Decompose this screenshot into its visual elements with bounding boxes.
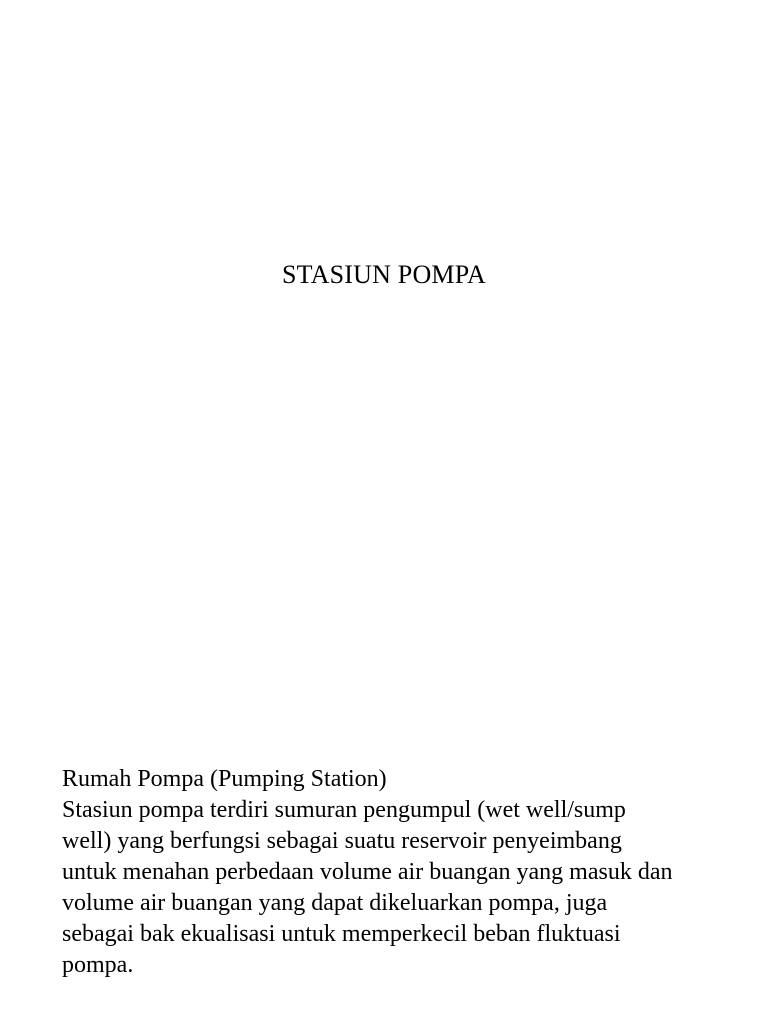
paragraph-line: well) yang berfungsi sebagai suatu reservoir penyeimbang bbox=[62, 828, 622, 854]
paragraph-line: volume air buangan yang dapat dikeluarkan pompa, juga bbox=[62, 890, 608, 916]
page-title: STASIUN POMPA bbox=[281, 260, 486, 289]
paragraph-line: untuk menahan perbedaan volume air buangan yang masuk dan bbox=[62, 859, 673, 885]
paragraph-line: sebagai bak ekualisasi untuk memperkecil beban fluktuasi bbox=[62, 921, 621, 947]
body-text bbox=[62, 764, 742, 981]
paragraph-line: Stasiun pompa terdiri sumuran pengumpul (wet well/sump bbox=[62, 797, 626, 823]
paragraph-line: pompa. bbox=[62, 952, 134, 978]
subheading: Rumah Pompa (Pumping Station) bbox=[62, 766, 387, 792]
